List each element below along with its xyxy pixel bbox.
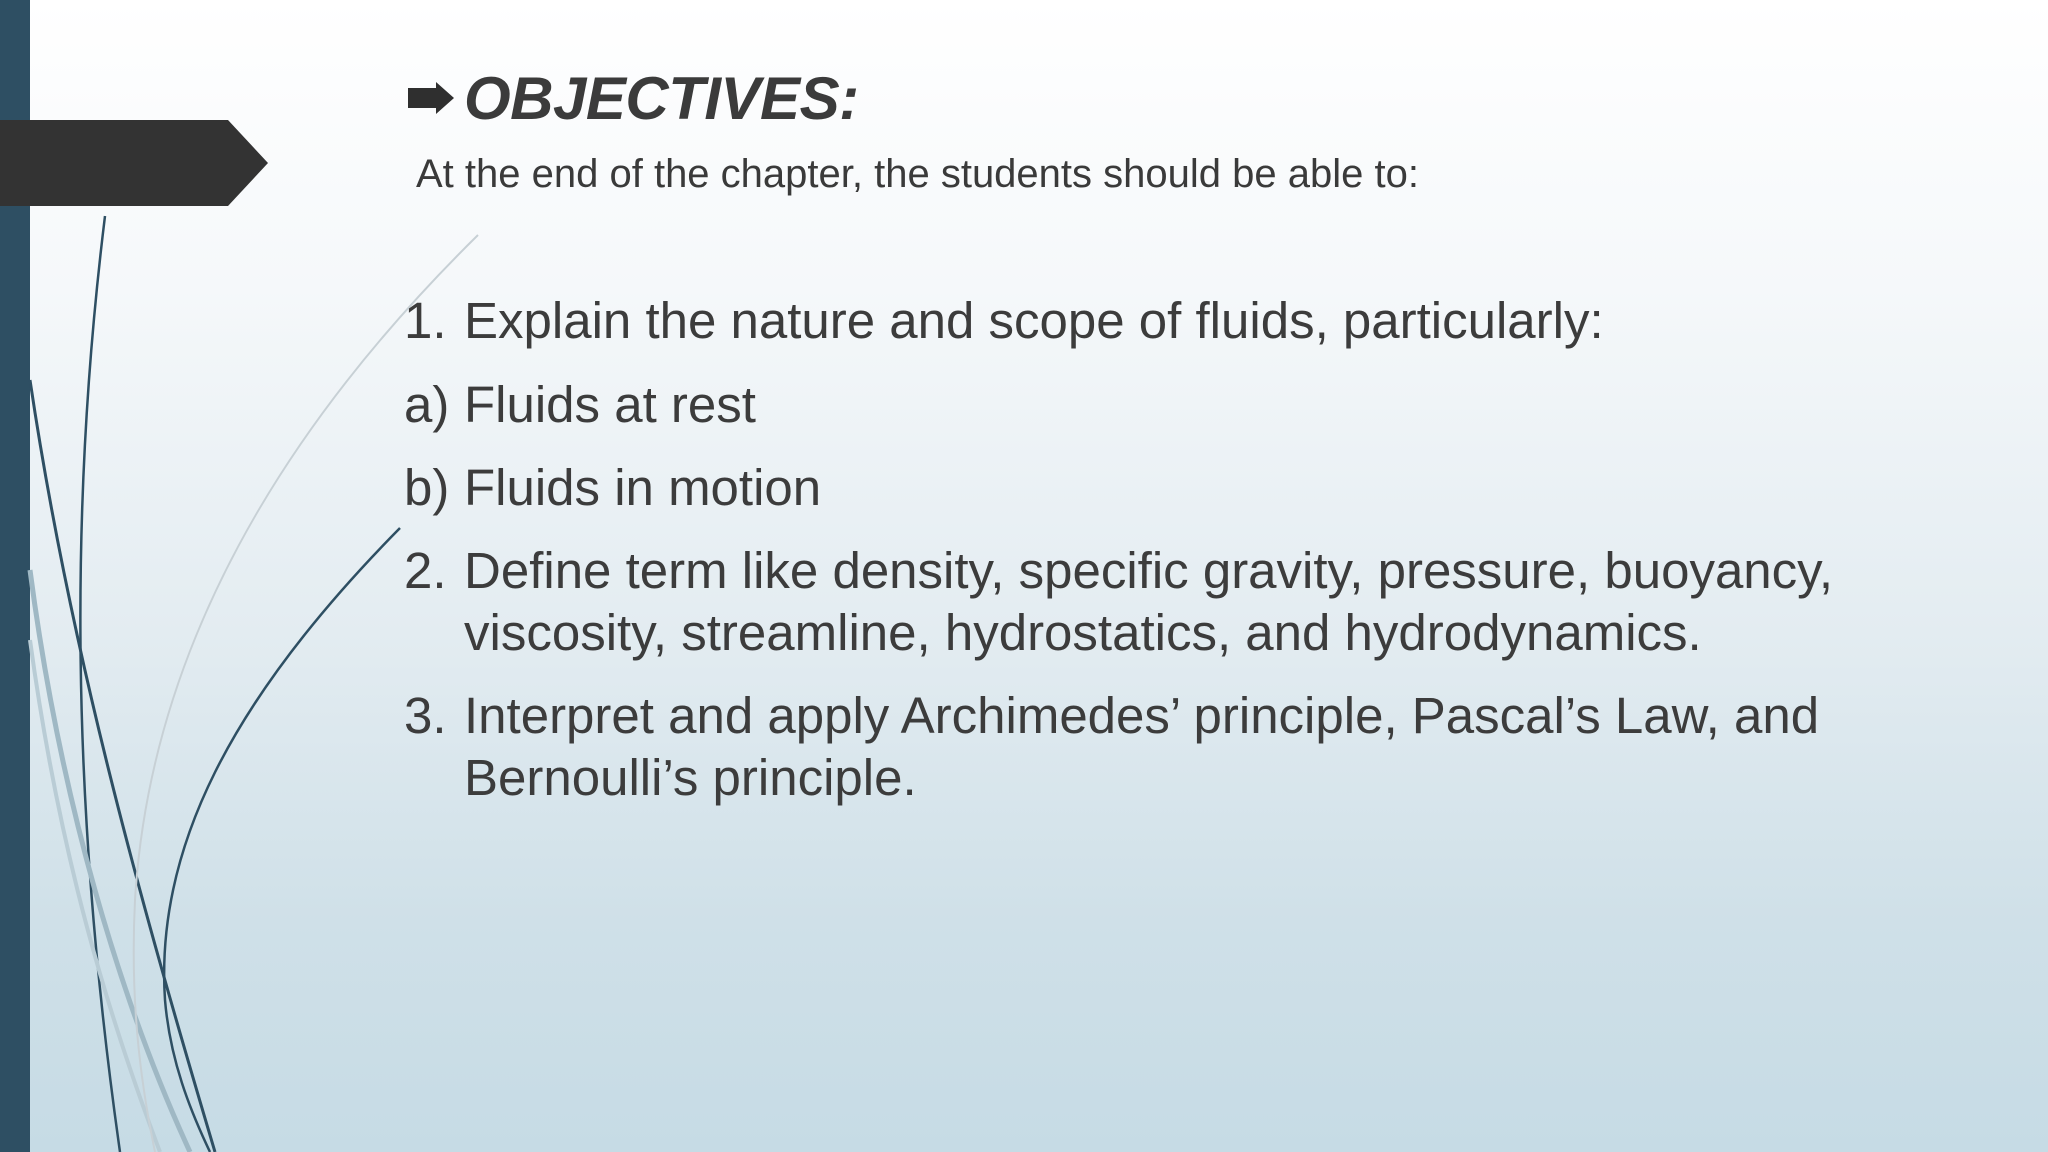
item-text: Interpret and apply Archimedes’ principle, Pascal’s Law, and Bernoulli’s principle. [464, 687, 1820, 806]
objective-item [404, 540, 1964, 664]
item-text: Fluids at rest [464, 376, 756, 433]
item-marker: 2. [404, 542, 447, 599]
objective-subitem [404, 457, 1964, 519]
item-marker: 1. [404, 292, 447, 349]
arrow-tab-shape [0, 120, 270, 206]
item-marker: 3. [404, 687, 447, 744]
objective-subitem [404, 374, 1964, 436]
objective-item [404, 290, 1964, 352]
slide-subtitle: At the end of the chapter, the students should be able to: [416, 152, 1419, 196]
item-marker: a) [404, 376, 450, 433]
objectives-list [404, 290, 1964, 809]
item-text: Fluids in motion [464, 459, 822, 516]
slide-title: OBJECTIVES: [464, 64, 859, 132]
objective-item [404, 685, 1964, 809]
title-row [408, 58, 859, 138]
item-marker: b) [404, 459, 450, 516]
item-text: Define term like density, specific gravity, pressure, buoyancy, viscosity, streamline, hydrostatics, and hydrodynamics. [464, 542, 1834, 661]
arrow-bullet-icon [408, 82, 454, 114]
item-text: Explain the nature and scope of fluids, particularly: [464, 292, 1604, 349]
